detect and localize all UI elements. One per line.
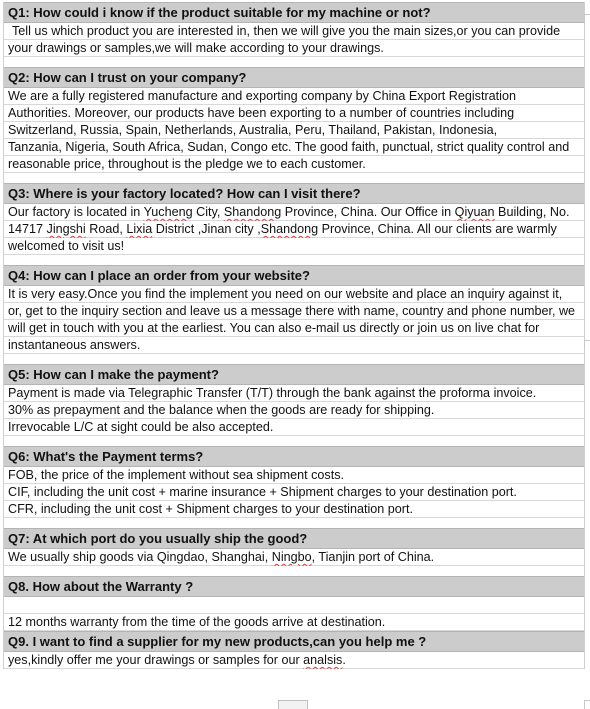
row-spacer (4, 436, 584, 446)
answer-line: 12 months warranty from the time of the goods arrive at destination. (8, 615, 386, 629)
faq-answer-8 (4, 597, 584, 631)
blank-line (8, 597, 582, 614)
answer-line: Tanzania, Nigeria, South Africa, Sudan, Congo etc. The good faith, punctual, strict quality control and (8, 140, 570, 154)
faq-answer-9 (4, 652, 584, 669)
faq-question-2: Q2: How can I trust on your company? (4, 67, 584, 88)
faq-question-7: Q7: At which port do you usually ship the good? (4, 528, 584, 549)
answer-line: reasonable price, throughout is the pledge we to each customer. (8, 157, 366, 171)
faq-answer-2 (4, 88, 584, 173)
faq-answer-6 (4, 467, 584, 518)
faq-answer-4 (4, 286, 584, 354)
faq-table (3, 2, 585, 669)
answer-line: Our factory is located in Yucheng City, Shandong Province, China. Our Office in Qiyuan Building, No. (8, 205, 570, 219)
row-spacer (4, 354, 584, 364)
answer-line: yes,kindly offer me your drawings or samples for our analsis. (8, 653, 346, 667)
row-spacer (4, 255, 584, 265)
faq-question-3: Q3: Where is your factory located? How can I visit there? (4, 183, 584, 204)
faq-question-9: Q9. I want to find a supplier for my new products,can you help me ? (4, 631, 584, 652)
answer-line: Tell us which product you are interested in, then we will give you the main sizes,or you can provide (12, 24, 561, 38)
answer-line: CFR, including the unit cost + Shipment charges to your destination port. (8, 502, 413, 516)
faq-question-8: Q8. How about the Warranty ? (4, 576, 584, 597)
answer-line: Irrevocable L/C at sight could be also accepted. (8, 420, 274, 434)
answer-line: instantaneous answers. (8, 338, 141, 352)
faq-question-6: Q6: What's the Payment terms? (4, 446, 584, 467)
answer-line: We are a fully registered manufacture and exporting company by China Export Registration (8, 89, 516, 103)
faq-answer-3 (4, 204, 584, 255)
answer-line: your drawings or samples,we will make according to your drawings. (8, 41, 384, 55)
answer-line: or, get to the inquiry section and leave us a message there with name, country and phone number, we (8, 304, 576, 318)
answer-line: FOB, the price of the implement without sea shipment costs. (8, 468, 344, 482)
answer-line: CIF, including the unit cost + marine insurance + Shipment charges to your destination port. (8, 485, 517, 499)
answer-line: 30% as prepayment and the balance when the goods are ready for shipping. (8, 403, 435, 417)
answer-line: We usually ship goods via Qingdao, Shanghai, Ningbo, Tianjin port of China. (8, 550, 435, 564)
answer-line: will get in touch with you at the earliest. You can also e-mail us directly or join us on live chat for (8, 321, 540, 335)
answer-line: 14717 Jingshi Road, Lixia District ,Jinan city ,Shandong Province, China. All our clients are warmly (8, 222, 557, 236)
row-spacer (4, 566, 584, 576)
faq-question-1: Q1: How could i know if the product suitable for my machine or not? (4, 2, 584, 23)
answer-line: Authorities. Moreover, our products have been exporting to a number of countries including (8, 106, 515, 120)
faq-answer-5 (4, 385, 584, 436)
faq-answer-7 (4, 549, 584, 566)
answer-line: Switzerland, Russia, Spain, Netherlands, Australia, Peru, Thailand, Pakistan, Indonesia, (8, 123, 498, 137)
row-spacer (4, 57, 584, 67)
column-resize-handle[interactable] (278, 700, 308, 709)
right-margin-mark (584, 14, 590, 23)
answer-line: It is very easy.Once you find the implement you need on our website and place an inquiry against it, (8, 287, 563, 301)
right-margin-mark (584, 340, 590, 349)
answer-line: welcomed to visit us! (8, 239, 125, 253)
right-margin-mark (584, 700, 590, 709)
faq-question-4: Q4: How can I place an order from your website? (4, 265, 584, 286)
row-spacer (4, 518, 584, 528)
faq-answer-1 (4, 23, 584, 57)
answer-line: Payment is made via Telegraphic Transfer (T/T) through the bank against the proforma invoice. (8, 386, 537, 400)
faq-question-5: Q5: How can I make the payment? (4, 364, 584, 385)
row-spacer (4, 173, 584, 183)
